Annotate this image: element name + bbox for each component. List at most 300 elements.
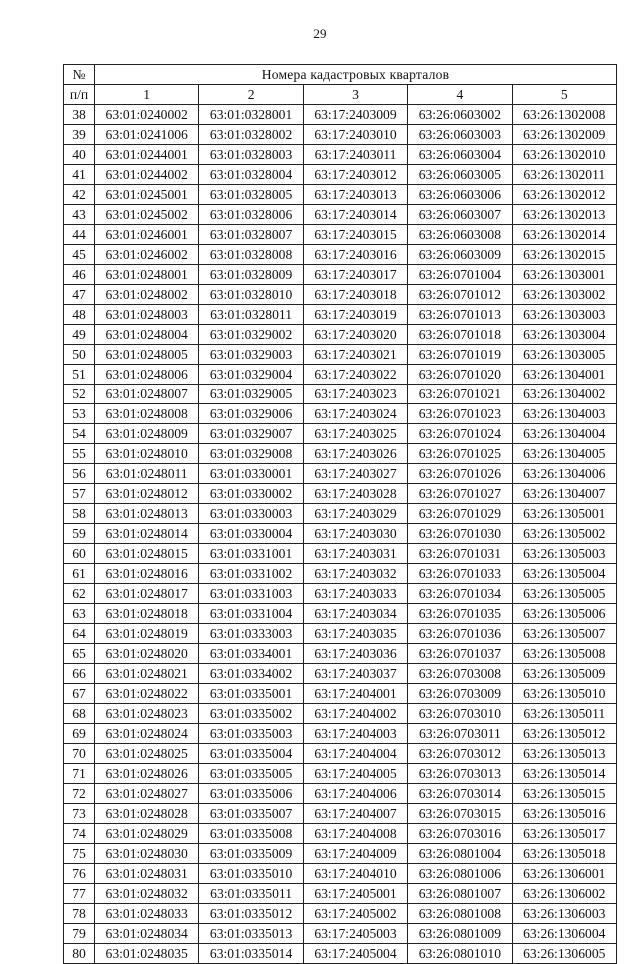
table-row (64, 644, 617, 664)
header-column-3: 3 (303, 84, 407, 104)
cadastral-number-cell: 63:01:0248003 (95, 304, 199, 324)
cadastral-number-cell: 63:01:0328007 (199, 224, 303, 244)
cadastral-number-cell: 63:17:2404008 (303, 823, 407, 843)
cadastral-number-cell: 63:17:2403027 (303, 464, 407, 484)
cadastral-number-cell: 63:17:2403020 (303, 324, 407, 344)
row-number-cell: 46 (64, 264, 95, 284)
cadastral-number-cell: 63:01:0248030 (95, 843, 199, 863)
cadastral-number-cell: 63:17:2403036 (303, 644, 407, 664)
cadastral-number-cell: 63:01:0335010 (199, 863, 303, 883)
cadastral-number-cell: 63:17:2403010 (303, 124, 407, 144)
cadastral-number-cell: 63:01:0248016 (95, 564, 199, 584)
cadastral-number-cell: 63:01:0248008 (95, 404, 199, 424)
cadastral-number-cell: 63:01:0246001 (95, 224, 199, 244)
row-number-cell: 58 (64, 504, 95, 524)
cadastral-number-cell: 63:26:0701033 (408, 564, 512, 584)
cadastral-number-cell: 63:01:0328004 (199, 164, 303, 184)
cadastral-number-cell: 63:26:1303001 (512, 264, 616, 284)
cadastral-number-cell: 63:01:0248033 (95, 903, 199, 923)
cadastral-number-cell: 63:17:2403025 (303, 424, 407, 444)
row-number-cell: 71 (64, 763, 95, 783)
cadastral-number-cell: 63:01:0329006 (199, 404, 303, 424)
table-row (64, 684, 617, 704)
row-number-cell: 44 (64, 224, 95, 244)
table-row (64, 823, 617, 843)
cadastral-number-cell: 63:01:0328003 (199, 144, 303, 164)
cadastral-number-cell: 63:26:1304003 (512, 404, 616, 424)
cadastral-number-cell: 63:01:0335011 (199, 883, 303, 903)
table-row (64, 923, 617, 943)
cadastral-number-cell: 63:26:1305002 (512, 524, 616, 544)
table-row (64, 883, 617, 903)
cadastral-number-cell: 63:26:1306004 (512, 923, 616, 943)
row-number-cell: 74 (64, 823, 95, 843)
row-number-cell: 78 (64, 903, 95, 923)
cadastral-number-cell: 63:26:0701029 (408, 504, 512, 524)
row-number-cell: 39 (64, 124, 95, 144)
row-number-cell: 40 (64, 144, 95, 164)
cadastral-number-cell: 63:26:0703011 (408, 723, 512, 743)
cadastral-number-cell: 63:17:2404010 (303, 863, 407, 883)
cadastral-number-cell: 63:01:0248025 (95, 743, 199, 763)
cadastral-number-cell: 63:01:0329008 (199, 444, 303, 464)
table-body (64, 104, 617, 963)
cadastral-number-cell: 63:17:2404006 (303, 783, 407, 803)
cadastral-number-cell: 63:26:0701004 (408, 264, 512, 284)
cadastral-number-cell: 63:01:0334001 (199, 644, 303, 664)
cadastral-number-cell: 63:01:0248002 (95, 284, 199, 304)
cadastral-number-cell: 63:26:0701013 (408, 304, 512, 324)
cadastral-number-cell: 63:01:0248019 (95, 624, 199, 644)
cadastral-number-cell: 63:01:0248031 (95, 863, 199, 883)
cadastral-number-cell: 63:01:0329004 (199, 364, 303, 384)
cadastral-number-cell: 63:17:2404005 (303, 763, 407, 783)
cadastral-number-cell: 63:26:1305012 (512, 723, 616, 743)
cadastral-number-cell: 63:17:2405003 (303, 923, 407, 943)
table-row (64, 264, 617, 284)
table-row (64, 184, 617, 204)
cadastral-number-cell: 63:01:0335005 (199, 763, 303, 783)
cadastral-number-cell: 63:01:0245001 (95, 184, 199, 204)
cadastral-number-cell: 63:26:1304004 (512, 424, 616, 444)
cadastral-number-cell: 63:17:2404003 (303, 723, 407, 743)
table-row (64, 224, 617, 244)
cadastral-number-cell: 63:26:1302008 (512, 104, 616, 124)
cadastral-number-cell: 63:17:2403033 (303, 584, 407, 604)
cadastral-number-cell: 63:01:0248015 (95, 544, 199, 564)
cadastral-number-cell: 63:26:1303002 (512, 284, 616, 304)
cadastral-number-cell: 63:26:1305015 (512, 783, 616, 803)
row-number-cell: 73 (64, 803, 95, 823)
row-number-cell: 50 (64, 344, 95, 364)
cadastral-number-cell: 63:01:0248005 (95, 344, 199, 364)
cadastral-number-cell: 63:26:0801008 (408, 903, 512, 923)
cadastral-number-cell: 63:26:0703008 (408, 664, 512, 684)
cadastral-number-cell: 63:26:1302009 (512, 124, 616, 144)
cadastral-number-cell: 63:26:1305001 (512, 504, 616, 524)
cadastral-number-cell: 63:01:0335009 (199, 843, 303, 863)
cadastral-number-cell: 63:26:0703012 (408, 743, 512, 763)
cadastral-number-cell: 63:26:0701036 (408, 624, 512, 644)
table-row (64, 424, 617, 444)
cadastral-number-cell: 63:26:0801009 (408, 923, 512, 943)
cadastral-number-cell: 63:01:0245002 (95, 204, 199, 224)
row-number-cell: 47 (64, 284, 95, 304)
cadastral-number-cell: 63:17:2403026 (303, 444, 407, 464)
row-number-cell: 75 (64, 843, 95, 863)
cadastral-number-cell: 63:01:0328002 (199, 124, 303, 144)
row-number-cell: 63 (64, 604, 95, 624)
cadastral-number-cell: 63:17:2403029 (303, 504, 407, 524)
row-number-cell: 51 (64, 364, 95, 384)
cadastral-number-cell: 63:26:0603004 (408, 144, 512, 164)
table-row (64, 384, 617, 404)
cadastral-number-cell: 63:01:0248024 (95, 723, 199, 743)
cadastral-number-cell: 63:01:0248001 (95, 264, 199, 284)
table-row (64, 803, 617, 823)
cadastral-number-cell: 63:17:2403031 (303, 544, 407, 564)
cadastral-number-cell: 63:26:1305009 (512, 664, 616, 684)
cadastral-number-cell: 63:01:0248026 (95, 763, 199, 783)
cadastral-number-cell: 63:01:0333003 (199, 624, 303, 644)
row-number-cell: 43 (64, 204, 95, 224)
cadastral-number-cell: 63:01:0335007 (199, 803, 303, 823)
table-row (64, 743, 617, 763)
row-number-cell: 61 (64, 564, 95, 584)
cadastral-number-cell: 63:26:1305017 (512, 823, 616, 843)
row-number-cell: 38 (64, 104, 95, 124)
cadastral-number-cell: 63:26:0703016 (408, 823, 512, 843)
cadastral-number-cell: 63:26:1306003 (512, 903, 616, 923)
header-group-title: Номера кадастровых кварталов (95, 65, 617, 85)
table-row (64, 564, 617, 584)
cadastral-number-cell: 63:17:2403018 (303, 284, 407, 304)
cadastral-number-cell: 63:01:0335001 (199, 684, 303, 704)
cadastral-number-cell: 63:01:0330004 (199, 524, 303, 544)
table-row (64, 763, 617, 783)
cadastral-quarters-table (63, 64, 617, 964)
cadastral-number-cell: 63:01:0248029 (95, 823, 199, 843)
cadastral-number-cell: 63:01:0248020 (95, 644, 199, 664)
cadastral-number-cell: 63:01:0248035 (95, 943, 199, 963)
cadastral-number-cell: 63:17:2403024 (303, 404, 407, 424)
header-column-5: 5 (512, 84, 616, 104)
cadastral-number-cell: 63:17:2403019 (303, 304, 407, 324)
cadastral-number-cell: 63:26:0603002 (408, 104, 512, 124)
cadastral-number-cell: 63:01:0335003 (199, 723, 303, 743)
cadastral-number-cell: 63:26:0603006 (408, 184, 512, 204)
cadastral-number-cell: 63:01:0248023 (95, 704, 199, 724)
cadastral-number-cell: 63:26:1304001 (512, 364, 616, 384)
cadastral-number-cell: 63:26:0701023 (408, 404, 512, 424)
cadastral-number-cell: 63:26:1304002 (512, 384, 616, 404)
cadastral-number-cell: 63:17:2403013 (303, 184, 407, 204)
cadastral-number-cell: 63:01:0248028 (95, 803, 199, 823)
cadastral-number-cell: 63:17:2403021 (303, 344, 407, 364)
cadastral-number-cell: 63:01:0335008 (199, 823, 303, 843)
cadastral-number-cell: 63:26:0701012 (408, 284, 512, 304)
cadastral-number-cell: 63:26:1305010 (512, 684, 616, 704)
cadastral-number-cell: 63:01:0248032 (95, 883, 199, 903)
cadastral-number-cell: 63:26:0801006 (408, 863, 512, 883)
cadastral-number-cell: 63:01:0331003 (199, 584, 303, 604)
cadastral-number-cell: 63:17:2403014 (303, 204, 407, 224)
table-row (64, 304, 617, 324)
cadastral-number-cell: 63:01:0328009 (199, 264, 303, 284)
header-column-2: 2 (199, 84, 303, 104)
row-number-cell: 52 (64, 384, 95, 404)
cadastral-number-cell: 63:26:1305013 (512, 743, 616, 763)
cadastral-number-cell: 63:01:0329007 (199, 424, 303, 444)
cadastral-number-cell: 63:26:0703013 (408, 763, 512, 783)
cadastral-number-cell: 63:01:0248004 (95, 324, 199, 344)
cadastral-number-cell: 63:17:2403016 (303, 244, 407, 264)
cadastral-number-cell: 63:26:0603008 (408, 224, 512, 244)
cadastral-number-cell: 63:01:0248022 (95, 684, 199, 704)
cadastral-number-cell: 63:01:0248012 (95, 484, 199, 504)
table-row (64, 164, 617, 184)
cadastral-number-cell: 63:17:2405004 (303, 943, 407, 963)
cadastral-number-cell: 63:01:0329003 (199, 344, 303, 364)
row-number-cell: 60 (64, 544, 95, 564)
row-number-cell: 70 (64, 743, 95, 763)
table-row (64, 664, 617, 684)
cadastral-number-cell: 63:17:2403022 (303, 364, 407, 384)
cadastral-number-cell: 63:01:0335012 (199, 903, 303, 923)
cadastral-number-cell: 63:26:1302011 (512, 164, 616, 184)
cadastral-number-cell: 63:01:0248013 (95, 504, 199, 524)
cadastral-number-cell: 63:17:2404007 (303, 803, 407, 823)
cadastral-number-cell: 63:26:0701026 (408, 464, 512, 484)
table-row (64, 723, 617, 743)
cadastral-number-cell: 63:26:1305003 (512, 544, 616, 564)
header-num-label: п/п (64, 84, 95, 104)
cadastral-number-cell: 63:17:2403012 (303, 164, 407, 184)
cadastral-number-cell: 63:01:0328005 (199, 184, 303, 204)
cadastral-number-cell: 63:01:0335006 (199, 783, 303, 803)
cadastral-number-cell: 63:01:0335004 (199, 743, 303, 763)
cadastral-number-cell: 63:17:2404002 (303, 704, 407, 724)
cadastral-number-cell: 63:26:1305006 (512, 604, 616, 624)
table-row (64, 524, 617, 544)
row-number-cell: 55 (64, 444, 95, 464)
cadastral-number-cell: 63:17:2403011 (303, 144, 407, 164)
cadastral-number-cell: 63:26:0703009 (408, 684, 512, 704)
table-row (64, 244, 617, 264)
cadastral-number-cell: 63:26:0703015 (408, 803, 512, 823)
cadastral-number-cell: 63:01:0335002 (199, 704, 303, 724)
row-number-cell: 64 (64, 624, 95, 644)
table-row (64, 204, 617, 224)
table-row (64, 584, 617, 604)
table-row (64, 504, 617, 524)
header-column-1: 1 (95, 84, 199, 104)
cadastral-number-cell: 63:01:0248011 (95, 464, 199, 484)
row-number-cell: 48 (64, 304, 95, 324)
cadastral-number-cell: 63:01:0328011 (199, 304, 303, 324)
cadastral-number-cell: 63:01:0329002 (199, 324, 303, 344)
cadastral-number-cell: 63:26:0603007 (408, 204, 512, 224)
cadastral-number-cell: 63:17:2403009 (303, 104, 407, 124)
cadastral-number-cell: 63:01:0329005 (199, 384, 303, 404)
cadastral-number-cell: 63:17:2403028 (303, 484, 407, 504)
cadastral-number-cell: 63:01:0330001 (199, 464, 303, 484)
cadastral-number-cell: 63:26:1305005 (512, 584, 616, 604)
cadastral-number-cell: 63:26:0603009 (408, 244, 512, 264)
cadastral-number-cell: 63:26:1304005 (512, 444, 616, 464)
cadastral-number-cell: 63:26:1305018 (512, 843, 616, 863)
cadastral-number-cell: 63:26:1305011 (512, 704, 616, 724)
cadastral-number-cell: 63:01:0328008 (199, 244, 303, 264)
header-row-bottom (64, 84, 617, 104)
row-number-cell: 56 (64, 464, 95, 484)
cadastral-number-cell: 63:26:0801007 (408, 883, 512, 903)
table-row (64, 324, 617, 344)
cadastral-number-cell: 63:26:1302012 (512, 184, 616, 204)
row-number-cell: 76 (64, 863, 95, 883)
table-row (64, 464, 617, 484)
cadastral-number-cell: 63:26:1305016 (512, 803, 616, 823)
cadastral-number-cell: 63:01:0240002 (95, 104, 199, 124)
cadastral-number-cell: 63:26:1303004 (512, 324, 616, 344)
cadastral-number-cell: 63:17:2403030 (303, 524, 407, 544)
cadastral-number-cell: 63:01:0246002 (95, 244, 199, 264)
row-number-cell: 54 (64, 424, 95, 444)
cadastral-number-cell: 63:01:0248009 (95, 424, 199, 444)
cadastral-number-cell: 63:26:0701018 (408, 324, 512, 344)
cadastral-number-cell: 63:26:1305008 (512, 644, 616, 664)
table-row (64, 124, 617, 144)
cadastral-number-cell: 63:17:2403037 (303, 664, 407, 684)
cadastral-number-cell: 63:01:0248017 (95, 584, 199, 604)
table-row (64, 783, 617, 803)
cadastral-number-cell: 63:26:0701019 (408, 344, 512, 364)
cadastral-number-cell: 63:26:1302014 (512, 224, 616, 244)
row-number-cell: 77 (64, 883, 95, 903)
cadastral-number-cell: 63:17:2403034 (303, 604, 407, 624)
row-number-cell: 79 (64, 923, 95, 943)
row-number-cell: 57 (64, 484, 95, 504)
table-row (64, 404, 617, 424)
cadastral-number-cell: 63:26:1306005 (512, 943, 616, 963)
cadastral-number-cell: 63:17:2404009 (303, 843, 407, 863)
cadastral-number-cell: 63:17:2403032 (303, 564, 407, 584)
cadastral-number-cell: 63:01:0248010 (95, 444, 199, 464)
cadastral-number-cell: 63:01:0241006 (95, 124, 199, 144)
cadastral-number-cell: 63:01:0328006 (199, 204, 303, 224)
cadastral-number-cell: 63:01:0248018 (95, 604, 199, 624)
cadastral-number-cell: 63:17:2405001 (303, 883, 407, 903)
table-row (64, 863, 617, 883)
row-number-cell: 45 (64, 244, 95, 264)
cadastral-number-cell: 63:26:1302013 (512, 204, 616, 224)
row-number-cell: 62 (64, 584, 95, 604)
cadastral-number-cell: 63:01:0331001 (199, 544, 303, 564)
page-number: 29 (313, 26, 327, 41)
cadastral-number-cell: 63:26:0701020 (408, 364, 512, 384)
row-number-cell: 66 (64, 664, 95, 684)
cadastral-number-cell: 63:26:0701025 (408, 444, 512, 464)
cadastral-number-cell: 63:01:0335013 (199, 923, 303, 943)
cadastral-number-cell: 63:26:0701021 (408, 384, 512, 404)
cadastral-number-cell: 63:01:0248007 (95, 384, 199, 404)
cadastral-number-cell: 63:26:0801004 (408, 843, 512, 863)
cadastral-number-cell: 63:26:1303005 (512, 344, 616, 364)
row-number-cell: 68 (64, 704, 95, 724)
table-row (64, 364, 617, 384)
cadastral-number-cell: 63:17:2404001 (303, 684, 407, 704)
cadastral-number-cell: 63:26:1302015 (512, 244, 616, 264)
cadastral-number-cell: 63:01:0328001 (199, 104, 303, 124)
cadastral-number-cell: 63:26:1305014 (512, 763, 616, 783)
table-row (64, 104, 617, 124)
row-number-cell: 65 (64, 644, 95, 664)
cadastral-number-cell: 63:26:0603003 (408, 124, 512, 144)
cadastral-number-cell: 63:26:0801010 (408, 943, 512, 963)
cadastral-number-cell: 63:26:1303003 (512, 304, 616, 324)
table-row (64, 704, 617, 724)
table-row (64, 444, 617, 464)
table-row (64, 484, 617, 504)
row-number-cell: 53 (64, 404, 95, 424)
cadastral-number-cell: 63:01:0331004 (199, 604, 303, 624)
cadastral-number-cell: 63:01:0330002 (199, 484, 303, 504)
table-row (64, 544, 617, 564)
cadastral-number-cell: 63:26:1302010 (512, 144, 616, 164)
cadastral-number-cell: 63:26:1306001 (512, 863, 616, 883)
cadastral-number-cell: 63:26:0703014 (408, 783, 512, 803)
table-header (64, 65, 617, 105)
cadastral-number-cell: 63:01:0248006 (95, 364, 199, 384)
cadastral-number-cell: 63:26:0603005 (408, 164, 512, 184)
cadastral-number-cell: 63:01:0248034 (95, 923, 199, 943)
cadastral-number-cell: 63:26:1306002 (512, 883, 616, 903)
row-number-cell: 67 (64, 684, 95, 704)
cadastral-number-cell: 63:26:1305007 (512, 624, 616, 644)
header-num-symbol: № (64, 65, 95, 85)
cadastral-number-cell: 63:26:0701031 (408, 544, 512, 564)
cadastral-number-cell: 63:17:2403017 (303, 264, 407, 284)
cadastral-number-cell: 63:01:0248014 (95, 524, 199, 544)
cadastral-number-cell: 63:01:0244001 (95, 144, 199, 164)
cadastral-number-cell: 63:01:0331002 (199, 564, 303, 584)
cadastral-number-cell: 63:26:0701024 (408, 424, 512, 444)
cadastral-number-cell: 63:01:0330003 (199, 504, 303, 524)
cadastral-number-cell: 63:01:0335014 (199, 943, 303, 963)
row-number-cell: 69 (64, 723, 95, 743)
table-row (64, 843, 617, 863)
cadastral-number-cell: 63:17:2403035 (303, 624, 407, 644)
header-column-4: 4 (408, 84, 512, 104)
row-number-cell: 72 (64, 783, 95, 803)
row-number-cell: 42 (64, 184, 95, 204)
cadastral-number-cell: 63:26:1305004 (512, 564, 616, 584)
cadastral-number-cell: 63:01:0248027 (95, 783, 199, 803)
cadastral-number-cell: 63:26:0701027 (408, 484, 512, 504)
table-row (64, 344, 617, 364)
row-number-cell: 59 (64, 524, 95, 544)
table-row (64, 943, 617, 963)
cadastral-number-cell: 63:26:0701037 (408, 644, 512, 664)
cadastral-number-cell: 63:26:0701030 (408, 524, 512, 544)
table-row (64, 284, 617, 304)
cadastral-number-cell: 63:01:0328010 (199, 284, 303, 304)
cadastral-number-cell: 63:26:0703010 (408, 704, 512, 724)
header-row-top (64, 65, 617, 85)
cadastral-number-cell: 63:17:2404004 (303, 743, 407, 763)
table-row (64, 604, 617, 624)
row-number-cell: 41 (64, 164, 95, 184)
